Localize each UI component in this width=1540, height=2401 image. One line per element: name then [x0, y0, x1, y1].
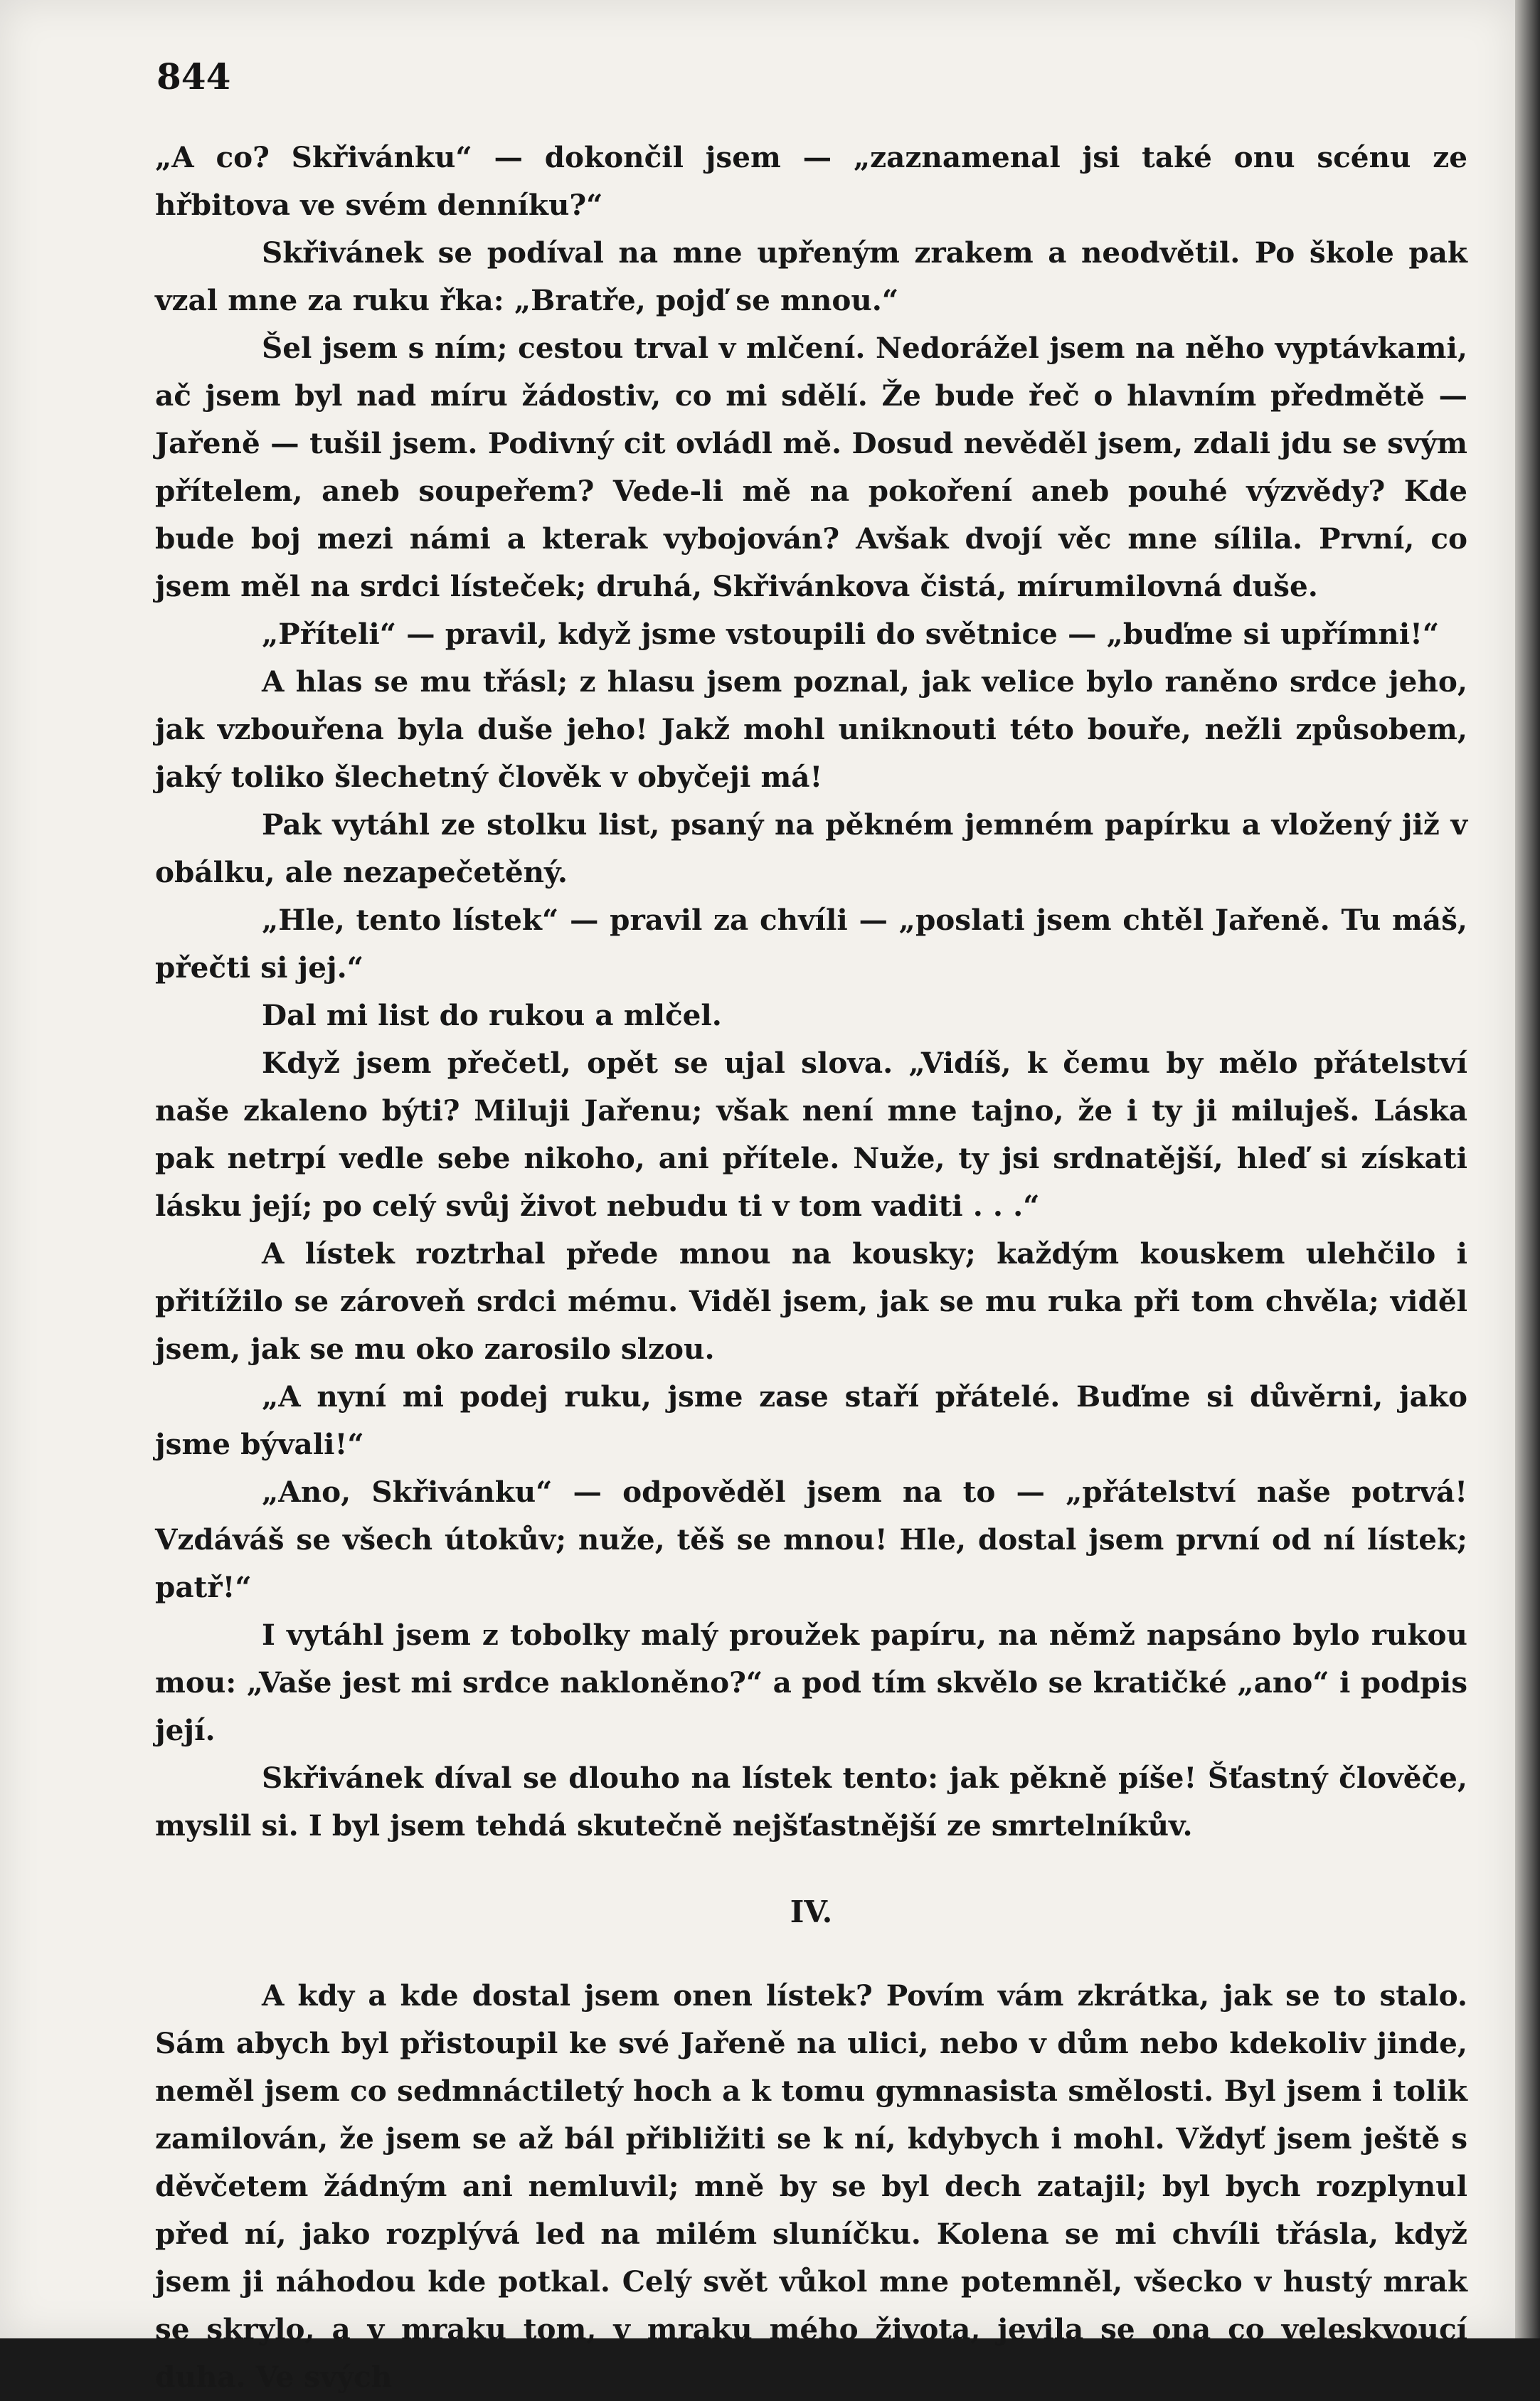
paragraph: „Příteli“ — pravil, když jsme vstoupili do světnice — „buďme si upřímni!“: [262, 617, 1440, 651]
paragraph: I vytáhl jsem z tobolky malý proužek papíru, na němž napsáno bylo rukou mou: „Vaše jest mi srdce nakloněno?“ a pod tím skvělo se kratičké „ano“ i podpis její.: [155, 1618, 1467, 1747]
paragraph: A kdy a kde dostal jsem onen lístek? Povím vám zkrátka, jak se to stalo. Sám abych byl přistoupil ke své Jařeně na ulici, nebo v dům nebo kdekoliv jinde, neměl jsem co sedmnáctiletý hoch a k tomu gymnasista smělosti. Byl jsem i tolik zamilován, že jsem se až bál přibližiti se k ní, kdybych i mohl. Vždyť jsem ještě s děvčetem žádným ani nemluvil; mně by se byl dech zatajil; byl bych rozplynul před ní, jako rozplývá led na milém sluníčku. Kolena se mi chvíli třásla, když jsem ji náhodou kde potkal. Celý svět vůkol mne potemněl, všecko v hustý mrak se skrylo, a v mraku tom, v mraku mého života, jevila se ona co veleskvoucí duha. Ve svých: [155, 1978, 1467, 2394]
page-body: [155, 134, 1467, 2401]
paragraph: „Hle, tento lístek“ — pravil za chvíli — „poslati jsem chtěl Jařeně. Tu máš, přečti si jej.“: [155, 903, 1467, 985]
section-heading: IV.: [790, 1894, 833, 1929]
paragraph: Šel jsem s ním; cestou trval v mlčení. Nedorážel jsem na něho vyptávkami, ač jsem byl nad míru žádostiv, co mi sdělí. Že bude řeč o hlavním předmětě — Jařeně — tušil jsem. Podivný cit ovládl mě. Dosud nevěděl jsem, zdali jdu se svým přítelem, aneb soupeřem? Vede-li mě na pokoření aneb pouhé výzvědy? Kde bude boj mezi námi a kterak vybojován? Avšak dvojí věc mne sílila. První, co jsem měl na srdci lísteček; druhá, Skřivánkova čistá, mírumilovná duše.: [155, 331, 1467, 603]
paragraph: „A nyní mi podej ruku, jsme zase staří přátelé. Buďme si důvěrni, jako jsme bývali!“: [155, 1379, 1467, 1461]
paragraph: A hlas se mu třásl; z hlasu jsem poznal, jak velice bylo raněno srdce jeho, jak vzbouřena byla duše jeho! Jakž mohl uniknouti této bouře, nežli způsobem, jaký toliko šlechetný člověk v obyčeji má!: [155, 664, 1467, 794]
page-edge-shadow: [1515, 0, 1540, 2338]
paragraph: „A co? Skřivánku“ — dokončil jsem — „zaznamenal jsi také onu scénu ze hřbitova ve svém denníku?“: [155, 140, 1467, 222]
paragraph: „Ano, Skřivánku“ — odpověděl jsem na to — „přátelství naše potrvá! Vzdáváš se všech útokův; nuže, těš se mnou! Hle, dostal jsem první od ní lístek; patř!“: [155, 1475, 1467, 1604]
paragraph: Dal mi list do rukou a mlčel.: [262, 998, 722, 1032]
paragraph: A lístek roztrhal přede mnou na kousky; každým kouskem ulehčilo i přitížilo se zároveň srdci mému. Viděl jsem, jak se mu ruka při tom chvěla; viděl jsem, jak se mu oko zarosilo slzou.: [155, 1236, 1467, 1366]
paragraph: Skřivánek se podíval na mne upřeným zrakem a neodvětil. Po škole pak vzal mne za ruku řka: „Bratře, pojď se mnou.“: [155, 235, 1467, 317]
paragraph: Pak vytáhl ze stolku list, psaný na pěkném jemném papírku a vložený již v obálku, ale nezapečetěný.: [155, 807, 1467, 889]
paragraph: Když jsem přečetl, opět se ujal slova. „Vidíš, k čemu by mělo přátelství naše zkaleno býti? Miluji Jařenu; však není mne tajno, že i ty ji miluješ. Láska pak netrpí vedle sebe nikoho, ani přítele. Nuže, ty jsi srdnatější, hleď si získati lásku její; po celý svůj život nebudu ti v tom vaditi . . .“: [155, 1046, 1467, 1223]
page-number: 844: [156, 55, 231, 97]
paragraph: Skřivánek díval se dlouho na lístek tento: jak pěkně píše! Šťastný člověče, myslil si. I byl jsem tehdá skutečně nejšťastnější ze smrtelníkův.: [155, 1761, 1467, 1843]
